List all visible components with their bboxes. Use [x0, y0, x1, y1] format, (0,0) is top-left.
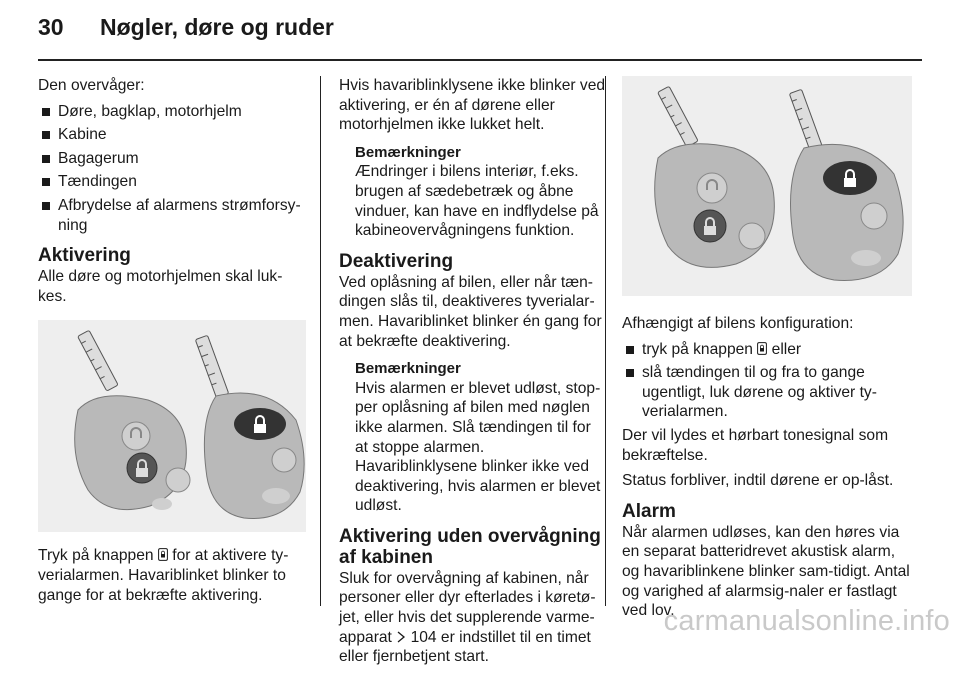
list-item: Tændingen: [38, 172, 306, 192]
status-text: Status forbliver, indtil dørene er op‐låst.: [622, 472, 894, 490]
no-cabin-monitoring-text: Sluk for overvågning af kabinen, når personer eller dyr efterlades i køretø‐jet, eller hvis det supplerende varme‐apparat 104 er indstillet til en timet eller fjernbetjent start.: [339, 569, 596, 666]
list-item: Kabine: [38, 125, 306, 145]
page-header: [38, 14, 922, 50]
lock-button-icon: [158, 548, 168, 561]
note-box-1: [355, 143, 607, 241]
note-title: Bemærkninger: [355, 360, 461, 378]
remote-keys-illustration: [38, 320, 306, 532]
lock-button-icon: [757, 342, 767, 355]
list-item: slå tændingen til og fra to gange ugentligt, luk dørene og aktiver ty‐verialarmen.: [622, 363, 912, 422]
confirmation-text: Der vil lydes et hørbart tonesignal som bekræftelse.: [622, 426, 889, 464]
note-title: Bemærkninger: [355, 143, 461, 161]
remote-key-figure-1: [38, 320, 306, 532]
list-item: tryk på knappen eller: [622, 340, 912, 360]
page-title: Nøgler, døre og ruder: [100, 14, 334, 40]
activation-instruction: Tryk på knappen for at aktivere ty‐verialarmen. Havariblinket blinker to gange for at bekræfte aktivering.: [38, 547, 289, 604]
column-1: [38, 76, 306, 611]
remote-keys-illustration: [622, 76, 912, 296]
watermark: carmanualsonline.info: [663, 605, 950, 637]
page-reference-icon: [396, 631, 406, 643]
no-cabin-monitoring-heading: Aktivering uden overvågning af kabinen: [339, 525, 601, 568]
monitor-list: [38, 102, 306, 236]
note-box-2: [355, 359, 607, 516]
list-item: Døre, bagklap, motorhjelm: [38, 102, 306, 122]
activation-heading: Aktivering: [38, 245, 131, 267]
column-3: [622, 76, 912, 627]
deactivation-heading: Deaktivering: [339, 250, 454, 272]
activation-failure-text: Hvis havariblinklysene ikke blinker ved aktivering, er én af dørene eller motorhjelmen ikke lukket helt.: [339, 77, 606, 134]
column-2: [339, 76, 607, 673]
alarm-heading: Alarm: [622, 500, 676, 522]
config-list: [622, 340, 912, 422]
column-divider-1: [320, 76, 321, 606]
header-divider: [38, 59, 922, 61]
note-text: Hvis alarmen er blevet udløst, stop‐per oplåsning af bilen med nøglen ikke alarmen. Slå tændingen til for at stoppe alarmen. Havariblinklysene blinker ikke ved deaktivering, hvis alarmen er blevet udløst.: [355, 379, 601, 515]
remote-key-figure-2: [622, 76, 912, 296]
alarm-text: Når alarmen udløses, kan den høres via en separat batteridrevet akustisk alarm, og havariblinkene blinker sam‐tidigt. Antal og varighed af alarmsig‐naler er fastlagt ved lov.: [622, 523, 910, 620]
monitor-intro: Den overvåger:: [38, 77, 145, 94]
config-intro: Afhængigt af bilens konfiguration:: [622, 315, 854, 332]
list-item: Bagagerum: [38, 149, 306, 169]
note-text: Ændringer i bilens interiør, f.eks. brugen af sædebetræk og åbne vinduer, kan have en indflydelse på kabineovervågningens funktion.: [355, 163, 599, 240]
activation-text: Alle døre og motorhjelmen skal luk‐kes.: [38, 268, 283, 305]
page-number: 30: [38, 14, 64, 40]
deactivation-text: Ved oplåsning af bilen, eller når tæn‐dingen slås til, deaktiveres tyverialar‐men. Havariblinket blinker én gang for at bekræfte deaktivering.: [339, 273, 602, 350]
list-item: Afbrydelse af alarmens strømforsy‐ning: [38, 196, 306, 235]
